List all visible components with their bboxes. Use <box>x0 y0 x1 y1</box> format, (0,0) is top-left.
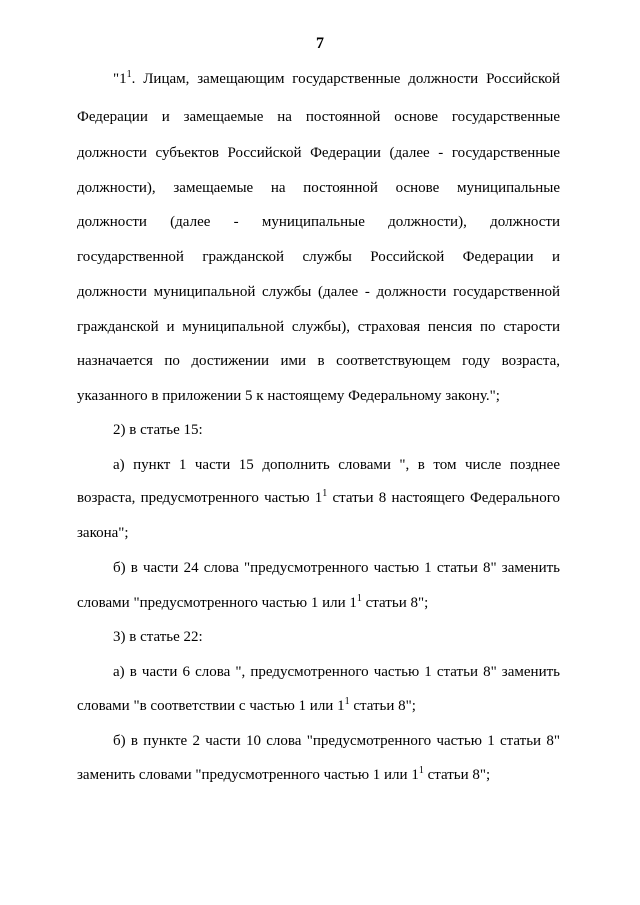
text-line: гражданской и муниципальной службы), страховая пенсия по старости <box>77 319 560 335</box>
text-line: "$1^1$. Лицам, замещающим государственные должности Российской <box>113 69 560 87</box>
text-line: закона"; <box>77 525 129 541</box>
text-line: указанного в приложении 5 к настоящему Федеральному закону."; <box>77 388 500 404</box>
text-line: а) в части 6 слова ", предусмотренного частью 1 статьи 8" заменить <box>113 664 560 680</box>
text-line: назначается по достижении ими в соответствующем году возраста, <box>77 353 560 369</box>
superscript: 1 <box>126 69 132 80</box>
text-line: 2) в статье 15: <box>113 422 203 438</box>
text-line: а) пункт 1 части 15 дополнить словами ", в том числе позднее <box>113 457 560 473</box>
text-line: б) в части 24 слова "предусмотренного частью 1 статьи 8" заменить <box>113 560 560 576</box>
text-line: возраста, предусмотренного частью $1^1$ статьи 8 настоящего Федерального <box>77 488 560 506</box>
superscript: 1 <box>322 488 328 499</box>
page-number: 7 <box>316 35 324 52</box>
text-line: словами "предусмотренного частью 1 или $1^1$ статьи 8"; <box>77 593 429 611</box>
text-line: Федерации и замещаемые на постоянной основе государственные <box>77 109 560 125</box>
text-line: 3) в статье 22: <box>113 629 203 645</box>
superscript: 1 <box>344 696 350 707</box>
text-line: должности муниципальной службы (далее - должности государственной <box>77 284 560 300</box>
superscript: 1 <box>418 765 424 776</box>
text-line: должности субъектов Российской Федерации (далее - государственные <box>77 145 560 161</box>
text-line: должности), замещаемые на постоянной основе муниципальные <box>77 180 560 196</box>
text-line: словами "в соответствии с частью 1 или $1^1$ статьи 8"; <box>77 696 416 714</box>
superscript: 1 <box>356 593 362 604</box>
text-line: б) в пункте 2 части 10 слова "предусмотренного частью 1 статьи 8" <box>113 733 560 749</box>
text-line: государственной гражданской службы Российской Федерации и <box>77 249 560 265</box>
text-line: заменить словами "предусмотренного частью 1 или $1^1$ статьи 8"; <box>77 765 491 783</box>
text-line: должности (далее - муниципальные должности), должности <box>77 214 560 230</box>
